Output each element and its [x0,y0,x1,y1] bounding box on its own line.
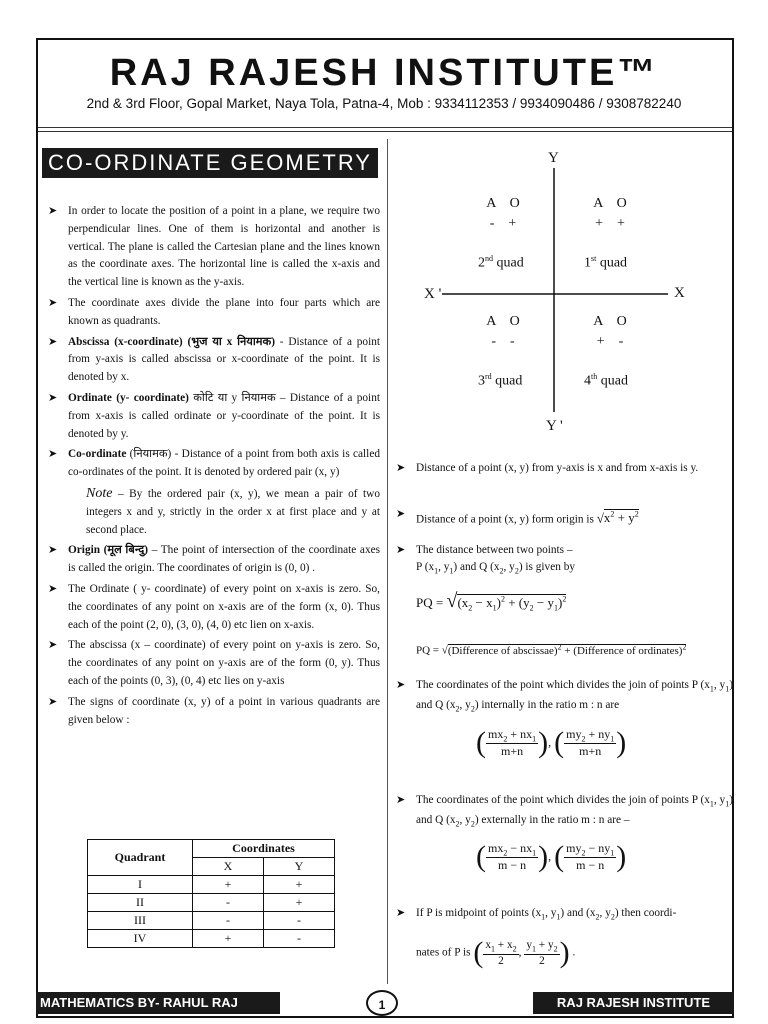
bullet-origin: ➤ Origin (मूल बिन्दु) – The point of intersection of the coordinate axes is called the origin. The coordinates of origin is (0, 0) . [48,544,381,575]
q2-signs: - + [489,216,517,231]
bullet-item: ➤ The signs of coordinate (x, y) of a point in various quadrants are given below : [48,695,380,726]
bullet-item: ➤ The Ordinate ( y- coordinate) of every point on x-axis is zero. So, the coordinates of any point on x-axis are of the form (x, 0). Thus each of the point (2, 0), (3, 0), (4, 0) etc lien on x-axis. [48,582,380,631]
bullet-item: ➤ In order to locate the position of a point in a plane, we require two perpendicular lines. One of them is horizontal and another is vertical. The plane is called the Cartesian plane and the lines known as the coordinate axes. The horizontal line is called the x-axis and the vertical line is known as the y-axis. [48,205,380,289]
section-formula-internal: ( $\frac{mx_2 + nx_1}{m+n}$ ), ( $\frac{my_2 + ny_1}{m+n}$ ) [476,726,627,759]
table-header: Quadrant [88,840,193,876]
institute-title: RAJ RAJESH INSTITUTE™ [109,52,659,94]
table-subheader: X [193,858,264,876]
bullet-item: ➤ The coordinate axes divide the plane into four parts which are known as quadrants. [48,296,380,327]
bullet-distance-axis: ➤ Distance of a point (x, y) from y-axis is x and from x-axis is y. [396,462,699,474]
bullet-item: ➤ The abscissa (x – coordinate) of every point on y-axis is zero. So, the coordinates of any point on y-axis are of the form (0, y). Thus each of the points (0, 3), (0, 4) etc lies on y-axis [48,639,380,687]
page-number: 1 [366,990,398,1016]
q1-ao: A O [593,196,627,211]
footer-author: MATHEMATICS BY- RAHUL RAJ [36,992,280,1014]
header-divider [38,127,732,128]
left-column [46,203,380,732]
table-row: IV + - [88,930,335,948]
bullet-distance-origin: ➤ Distance of a point (x, y) form origin is $√x^2 + y^2$ [396,508,639,526]
bullet-abscissa: ➤ Abscissa (x-coordinate) (भुज या x नियामक) - Distance of a point from y-axis is called abscissa or x-coordinate of the point. It is denoted by x. [48,335,380,384]
column-divider [387,139,388,984]
axes-lines [420,150,700,440]
section-title: CO-ORDINATE GEOMETRY [42,148,378,178]
q4-signs: + - [596,334,624,349]
bullet-coordinate: ➤ Co-ordinate (नियामक) - Distance of a point from both axis is called co-ordinates of the point. It is denoted by ordered pair (x, y) [48,448,380,479]
q3-signs: - - [491,334,515,349]
table-subheader: Y [264,858,335,876]
x-axis-label: X [674,285,685,301]
institute-address: 2nd & 3rd Floor, Gopal Market, Naya Tola, Patna-4, Mob : 9334112353 / 9934090486 / 9308782240 [86,96,682,111]
bullet-distance-two-points: ➤ The distance between two points – P ($x_1$, $y_1$) and Q ($x_2$, $y_2$) is given by [396,544,575,576]
q3-label: 3rd quad [478,372,523,389]
footer-institute: RAJ RAJESH INSTITUTE [533,992,734,1014]
distance-formula-words: PQ = √(Difference of abscissae)$^2$ + (Difference of ordinates)$^2$ [416,642,687,657]
q2-ao: A O [486,196,520,211]
bullet-ordinate: ➤ Ordinate (y- coordinate) कोटि या y नियामक – Distance of a point from x-axis is called ordinate or y-coordinate of the point. It is denoted by y. [48,391,380,440]
header-divider-2 [38,131,732,132]
quadrant-diagram [420,150,700,440]
bullet-section-internal: ➤ The coordinates of the point which divides the join of points P ($x_1$, $y_1$) and Q ($x_2$, $y_2$) internally in the ratio m : n are [396,679,733,714]
table-header: Coordinates [193,840,335,858]
y-prime-label: Y ' [546,418,563,434]
q3-ao: A O [486,314,520,329]
section-formula-external: ( $\frac{mx_2 - nx_1}{m - n}$ ), ( $\frac{my_2 - ny_1}{m - n}$ ) [476,840,627,873]
x-prime-label: X ' [424,286,442,302]
q1-label: 1st quad [584,254,628,271]
quadrant-sign-table [87,839,335,948]
table-row: II - + [88,894,335,912]
q4-ao: A O [593,314,627,329]
table-row: I + + [88,876,335,894]
distance-formula: PQ = $√(x_2 - x_1)^2 + (y_2 - y_1)^2$ [416,590,567,613]
bullet-midpoint: ➤ If P is midpoint of points ($x_1$, $y_1$) and ($x_2$, $y_2$) then coordi- [396,907,677,922]
q2-label: 2nd quad [478,254,524,271]
table-row: III - - [88,912,335,930]
q4-label: 4th quad [584,372,628,389]
midpoint-formula: nates of P is ( $\frac{x_1 + x_2}{2}$ , $\frac{y_1 + y_2}{2}$ ) . [416,936,576,969]
q1-signs: + + [595,216,625,231]
note: Note – By the ordered pair (x, y), we mean a pair of two integers x and y, strictly in the order x at first place and y at second place. [86,485,380,536]
bullet-section-external: ➤ The coordinates of the point which divides the join of points P ($x_1$, $y_1$) and Q ($x_2$, $y_2$) externally in the ratio m : n are – [396,794,733,829]
y-axis-label: Y [548,150,559,166]
